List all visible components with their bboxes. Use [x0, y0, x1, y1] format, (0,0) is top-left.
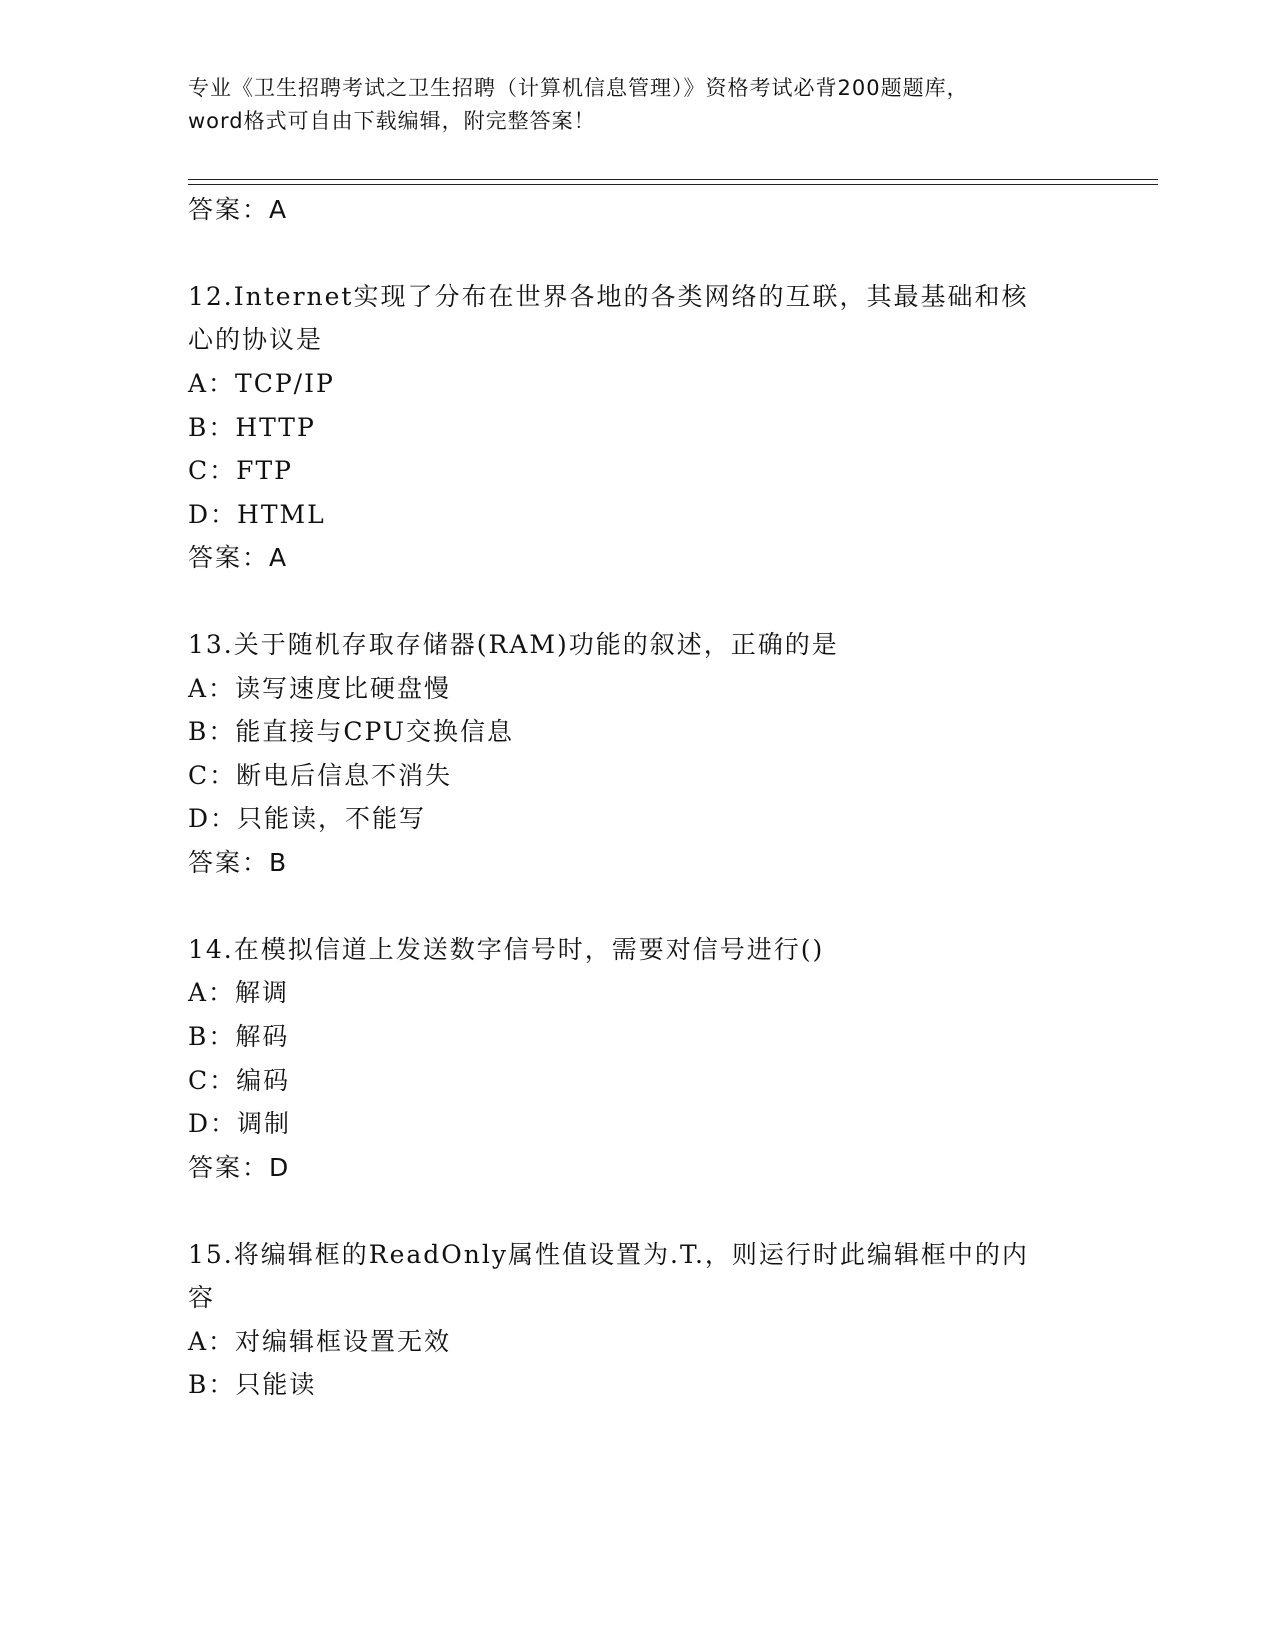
header-title-line-1: 专业《卫生招聘考试之卫生招聘（计算机信息管理）》资格考试必背200题题库，	[188, 76, 969, 100]
question-14-option-b: B：解码	[188, 1022, 290, 1051]
question-15-option-b: B：只能读	[188, 1370, 317, 1399]
previous-answer: 答案：A	[188, 195, 289, 224]
header-divider-bottom	[188, 184, 1158, 185]
question-14-answer: 答案：D	[188, 1153, 291, 1182]
question-12-option-a: A：TCP/IP	[188, 369, 335, 398]
question-14-stem-line-1: 14.在模拟信道上发送数字信号时，需要对信号进行()	[188, 935, 825, 964]
question-13-option-d: D：只能读，不能写	[188, 804, 427, 833]
question-13-option-a: A：读写速度比硬盘慢	[188, 674, 452, 703]
header-divider-top	[188, 179, 1158, 180]
question-15-option-a: A：对编辑框设置无效	[188, 1327, 452, 1356]
question-12-option-c: C：FTP	[188, 456, 293, 485]
question-12-option-d: D：HTML	[188, 500, 326, 529]
question-15-stem-line-1: 15.将编辑框的ReadOnly属性值设置为.T.，则运行时此编辑框中的内	[188, 1240, 1029, 1269]
question-14-option-d: D：调制	[188, 1109, 292, 1138]
document-header	[188, 72, 1088, 138]
question-12-stem-line-1: 12.Internet实现了分布在世界各地的各类网络的互联，其最基础和核	[188, 282, 1029, 311]
question-14-option-a: A：解调	[188, 978, 290, 1007]
question-12-answer: 答案：A	[188, 543, 289, 572]
question-13-answer: 答案：B	[188, 848, 289, 877]
question-13-option-b: B：能直接与CPU交换信息	[188, 717, 514, 746]
question-13-option-c: C：断电后信息不消失	[188, 761, 453, 790]
question-12-stem-line-2: 心的协议是	[188, 325, 324, 354]
header-title-line-2: word格式可自由下载编辑，附完整答案！	[188, 109, 596, 133]
question-15-stem-line-2: 容	[188, 1283, 216, 1312]
question-13-stem-line-1: 13.关于随机存取存储器(RAM)功能的叙述，正确的是	[188, 630, 839, 659]
question-14-option-c: C：编码	[188, 1066, 291, 1095]
question-12-option-b: B：HTTP	[188, 413, 316, 442]
